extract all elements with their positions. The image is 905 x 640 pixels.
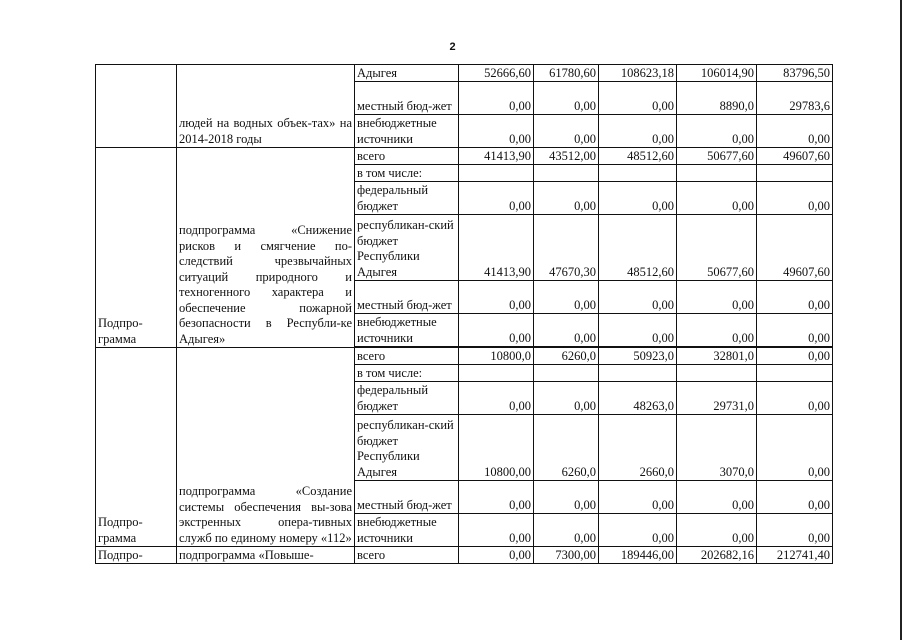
value-cell: 0,00 — [534, 481, 599, 514]
funding-source-cell: в том числе: — [355, 365, 459, 382]
funding-source-cell: федеральный бюджет — [355, 382, 459, 415]
value-cell — [599, 165, 677, 182]
value-cell: 50923,0 — [599, 348, 677, 365]
value-cell — [757, 365, 833, 382]
funding-source-cell: Адыгея — [355, 65, 459, 82]
value-cell — [677, 365, 757, 382]
value-cell: 50677,60 — [677, 148, 757, 165]
value-cell: 108623,18 — [599, 65, 677, 82]
value-cell: 49607,60 — [757, 215, 833, 281]
value-cell: 0,00 — [677, 514, 757, 547]
value-cell: 3070,0 — [677, 415, 757, 481]
value-cell: 0,00 — [534, 314, 599, 347]
value-cell: 0,00 — [459, 82, 534, 115]
value-cell: 0,00 — [534, 382, 599, 415]
value-cell: 0,00 — [459, 481, 534, 514]
value-cell: 48263,0 — [599, 382, 677, 415]
value-cell: 0,00 — [459, 115, 534, 148]
funding-source-cell: всего — [355, 547, 459, 564]
value-cell: 48512,60 — [599, 148, 677, 165]
value-cell: 0,00 — [534, 115, 599, 148]
value-cell: 0,00 — [599, 481, 677, 514]
value-cell: 83796,50 — [757, 65, 833, 82]
table-row — [96, 547, 833, 564]
value-cell: 32801,0 — [677, 348, 757, 365]
value-cell: 0,00 — [757, 314, 833, 347]
page-edge — [900, 0, 902, 640]
funding-source-cell: федеральный бюджет — [355, 182, 459, 215]
value-cell: 7300,00 — [534, 547, 599, 564]
value-cell: 2660,0 — [599, 415, 677, 481]
value-cell: 0,00 — [459, 182, 534, 215]
value-cell: 0,00 — [459, 281, 534, 314]
value-cell: 189446,00 — [599, 547, 677, 564]
value-cell: 6260,0 — [534, 348, 599, 365]
value-cell: 0,00 — [677, 115, 757, 148]
value-cell: 212741,40 — [757, 547, 833, 564]
table-row — [96, 148, 833, 165]
value-cell — [534, 365, 599, 382]
value-cell: 50677,60 — [677, 215, 757, 281]
budget-table — [95, 64, 833, 564]
value-cell: 0,00 — [459, 314, 534, 347]
value-cell: 106014,90 — [677, 65, 757, 82]
value-cell: 10800,00 — [459, 415, 534, 481]
value-cell: 0,00 — [534, 182, 599, 215]
value-cell: 0,00 — [677, 182, 757, 215]
value-cell: 47670,30 — [534, 215, 599, 281]
value-cell: 0,00 — [757, 115, 833, 148]
value-cell: 41413,90 — [459, 215, 534, 281]
value-cell: 10800,0 — [459, 348, 534, 365]
value-cell: 0,00 — [534, 281, 599, 314]
value-cell: 0,00 — [677, 481, 757, 514]
value-cell: 0,00 — [459, 547, 534, 564]
value-cell: 0,00 — [534, 514, 599, 547]
value-cell: 0,00 — [677, 281, 757, 314]
value-cell: 41413,90 — [459, 148, 534, 165]
table-row — [96, 65, 833, 82]
value-cell — [459, 365, 534, 382]
value-cell: 202682,16 — [677, 547, 757, 564]
program-name-cell: подпрограмма «Создание системы обеспечения вы-зова экстренных опера-тивных служб по единому номеру «112» — [177, 348, 355, 547]
value-cell: 52666,60 — [459, 65, 534, 82]
funding-source-cell: внебюджетные источники — [355, 314, 459, 347]
program-type-cell: Подпро- — [96, 547, 177, 564]
value-cell: 0,00 — [459, 514, 534, 547]
value-cell: 0,00 — [459, 382, 534, 415]
value-cell — [599, 365, 677, 382]
funding-source-cell: внебюджетные источники — [355, 514, 459, 547]
value-cell: 0,00 — [757, 281, 833, 314]
program-type-cell: Подпро-грамма — [96, 348, 177, 547]
funding-source-cell: в том числе: — [355, 165, 459, 182]
value-cell — [459, 165, 534, 182]
value-cell: 0,00 — [599, 281, 677, 314]
value-cell: 0,00 — [757, 182, 833, 215]
value-cell: 0,00 — [599, 182, 677, 215]
value-cell — [677, 165, 757, 182]
table-row — [96, 348, 833, 365]
funding-source-cell: местный бюд-жет — [355, 281, 459, 314]
value-cell: 0,00 — [599, 514, 677, 547]
value-cell — [757, 165, 833, 182]
value-cell: 8890,0 — [677, 82, 757, 115]
value-cell: 48512,60 — [599, 215, 677, 281]
value-cell: 0,00 — [599, 314, 677, 347]
value-cell: 0,00 — [757, 348, 833, 365]
program-name-cell: подпрограмма «Снижение рисков и смягчение по-следствий чрезвычайных ситуаций природного и техногенного характера и обеспечение пожарной безопасности в Республи-ке Адыгея» — [177, 148, 355, 348]
value-cell: 0,00 — [534, 82, 599, 115]
value-cell: 0,00 — [599, 115, 677, 148]
funding-source-cell: республикан-ский бюджет Республики Адыгея — [355, 215, 459, 281]
funding-source-cell: местный бюд-жет — [355, 481, 459, 514]
program-type-cell: Подпро-грамма — [96, 148, 177, 348]
value-cell: 29783,6 — [757, 82, 833, 115]
program-name-cell: подпрограмма «Повыше- — [177, 547, 355, 564]
value-cell: 0,00 — [757, 481, 833, 514]
funding-source-cell: республикан-ский бюджет Республики Адыгея — [355, 415, 459, 481]
funding-source-cell: всего — [355, 148, 459, 165]
value-cell: 49607,60 — [757, 148, 833, 165]
page-number: 2 — [449, 41, 456, 53]
value-cell: 61780,60 — [534, 65, 599, 82]
program-name-cell: людей на водных объек-тах» на 2014-2018 годы — [177, 65, 355, 148]
value-cell: 43512,00 — [534, 148, 599, 165]
program-type-cell — [96, 65, 177, 148]
value-cell: 0,00 — [599, 82, 677, 115]
value-cell: 29731,0 — [677, 382, 757, 415]
value-cell: 0,00 — [757, 514, 833, 547]
value-cell: 0,00 — [757, 382, 833, 415]
value-cell: 0,00 — [677, 314, 757, 347]
value-cell — [534, 165, 599, 182]
value-cell: 0,00 — [757, 415, 833, 481]
value-cell: 6260,0 — [534, 415, 599, 481]
funding-source-cell: внебюджетные источники — [355, 115, 459, 148]
funding-source-cell: местный бюд-жет — [355, 82, 459, 115]
funding-source-cell: всего — [355, 348, 459, 365]
